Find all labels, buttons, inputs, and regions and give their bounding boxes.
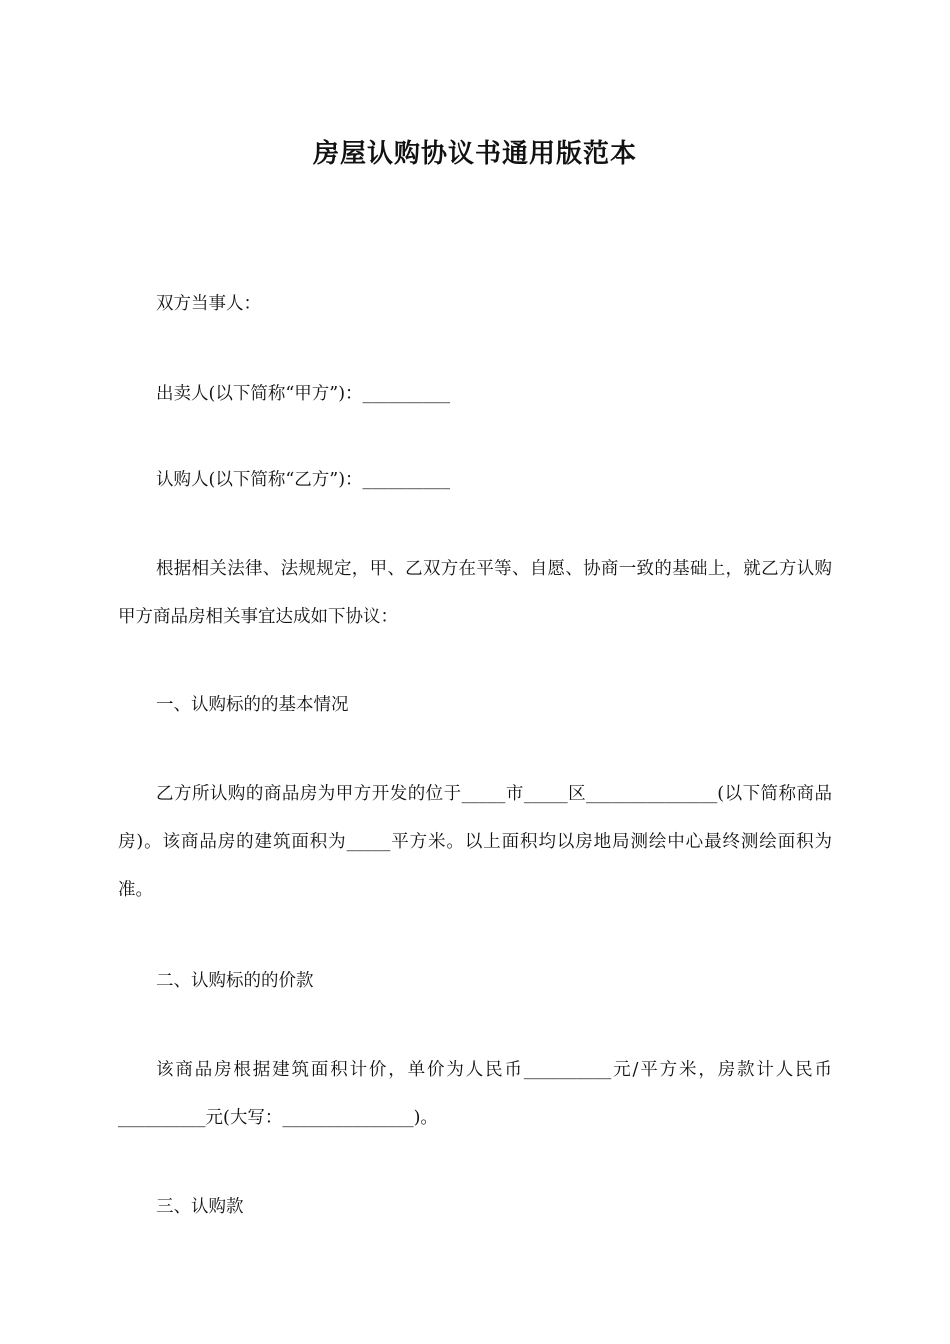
section-1-body: 乙方所认购的商品房为甲方开发的位于_____市_____区_______________(以下简称商品房)。该商品房的建筑面积为_____平方米。以上面积均以房地局测绘中心最终测绘面积为准。 — [118, 784, 832, 900]
section-2-heading: 二、认购标的的价款 — [156, 971, 314, 991]
document-title: 房屋认购协议书通用版范本 — [312, 139, 637, 169]
parties-label: 双方当事人： — [156, 294, 261, 314]
seller-line: 出卖人(以下简称“甲方”)：__________ — [156, 384, 451, 404]
buyer-line: 认购人(以下简称“乙方”)：__________ — [156, 470, 451, 490]
section-2-body: 该商品房根据建筑面积计价，单价为人民币__________元/平方米，房款计人民币__________元(大写：_______________)。 — [118, 1060, 832, 1128]
section-3-heading: 三、认购款 — [156, 1197, 244, 1217]
section-1-heading: 一、认购标的的基本情况 — [156, 695, 349, 715]
preamble-paragraph: 根据相关法律、法规规定，甲、乙双方在平等、自愿、协商一致的基础上，就乙方认购甲方商品房相关事宜达成如下协议： — [118, 559, 832, 627]
